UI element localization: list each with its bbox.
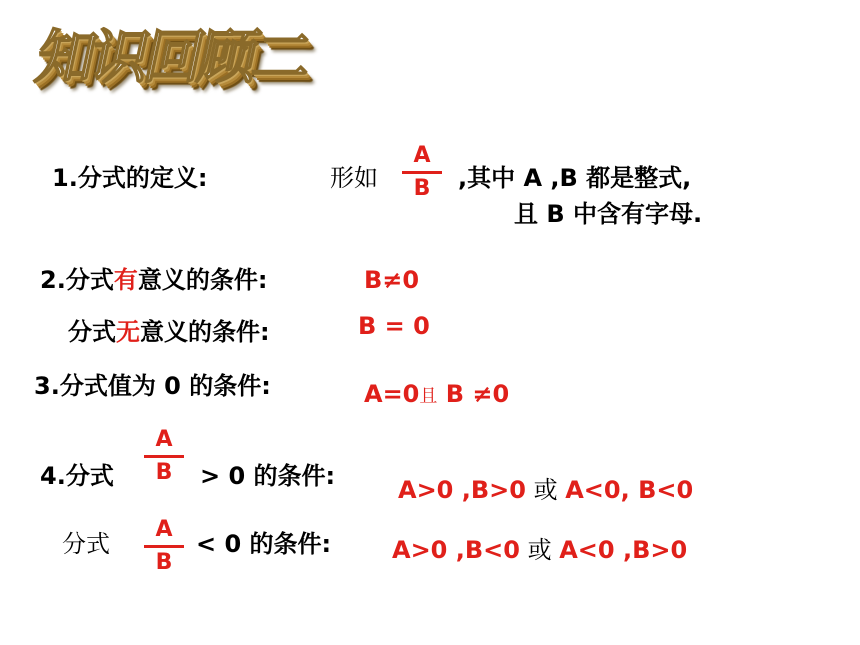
answer-conjunction: 或 xyxy=(525,476,566,504)
fraction-denominator: B xyxy=(155,550,173,575)
label-part: 分式 xyxy=(68,318,116,346)
fraction-denominator: B xyxy=(155,460,173,485)
meaningful-condition-answer: B≠0 xyxy=(364,266,420,294)
definition-text-line2: 且 B 中含有字母. xyxy=(514,200,703,228)
label-part: 意义的条件: xyxy=(137,266,268,294)
definition-prefix: 形如 xyxy=(330,164,378,192)
negative-condition-label-prefix: 分式 xyxy=(62,530,110,558)
negative-condition-answer xyxy=(392,536,687,564)
fraction-numerator: A xyxy=(155,427,173,452)
fraction-denominator: B xyxy=(413,176,431,201)
fraction-bar xyxy=(144,545,184,548)
meaningful-condition-label xyxy=(40,266,267,294)
label-part: 2.分式 xyxy=(40,266,114,294)
answer-conjunction: 或 xyxy=(519,536,560,564)
negative-condition-label-suffix: < 0 的条件: xyxy=(196,530,332,558)
zero-value-condition-answer xyxy=(364,380,509,411)
meaningless-condition-label xyxy=(68,318,270,346)
positive-condition-label-suffix: > 0 的条件: xyxy=(200,462,336,490)
meaningless-condition-answer: B = 0 xyxy=(358,312,430,340)
fraction-numerator: A xyxy=(413,143,431,168)
fraction-definition xyxy=(402,144,442,201)
label-part: 意义的条件: xyxy=(140,318,270,346)
answer-part: A<0 ,B>0 xyxy=(559,536,688,564)
fraction-bar xyxy=(402,171,442,174)
definition-text-line1: ,其中 A ,B 都是整式, xyxy=(458,164,692,192)
definition-label: 1.分式的定义: xyxy=(52,164,208,192)
fraction-positive xyxy=(144,428,184,485)
answer-part: A>0 ,B>0 xyxy=(398,476,526,504)
zero-value-condition-label: 3.分式值为 0 的条件: xyxy=(34,372,271,400)
fraction-negative xyxy=(144,518,184,575)
positive-condition-label-prefix: 4.分式 xyxy=(40,462,114,490)
label-emphasis: 无 xyxy=(116,318,140,346)
answer-part: A>0 ,B<0 xyxy=(392,536,520,564)
positive-condition-answer xyxy=(398,476,693,504)
label-emphasis: 有 xyxy=(113,266,138,294)
fraction-numerator: A xyxy=(155,517,173,542)
slide-title: 知识回顾二 xyxy=(30,23,315,91)
answer-conjunction: 且 xyxy=(419,386,438,407)
answer-part: A=0 xyxy=(364,380,420,408)
fraction-bar xyxy=(144,455,184,458)
answer-part: A<0, B<0 xyxy=(565,476,694,504)
answer-part: B ≠0 xyxy=(437,380,510,408)
